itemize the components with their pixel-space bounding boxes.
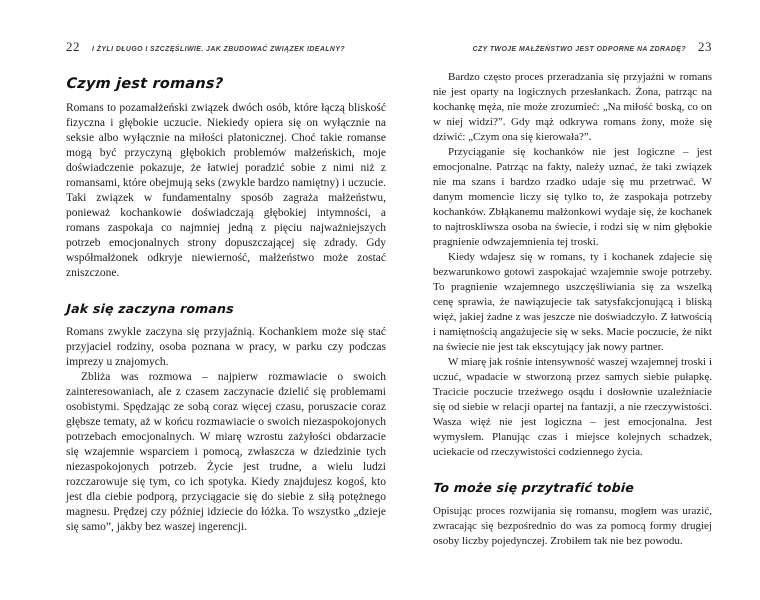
left-page-header	[66, 40, 386, 54]
section-heading-jak-sie-zaczyna-romans: Jak się zaczyna romans	[66, 301, 235, 316]
right-page-header	[433, 40, 712, 54]
paragraph-zbliza-was-rozmowa: Zbliża was rozmowa – najpierw rozmawiacie o swoich zainteresowaniach, ale z czasem zaczynacie dzielić się problemami osobistymi. Spędzając ze sobą coraz więcej czasu, poruszacie coraz głębsze tematy, aż w końcu rozmawiacie o swoich niezaspokojonych potrzebach emocjonalnych. W miarę wzrostu zażyłości obdarzacie się wzajemnie wsparciem i pomocą, zwłaszcza w dziedzinie tych niezaspokojonych potrzeb. Życie jest trudne, a wielu ludzi rozczarowuje się tym, co ich spotyka. Kiedy znajdujesz kogoś, kto jest dla ciebie podporą, przyciągacie się do siebie z siłą potężnego magnesu. Prędzej czy później idziecie do łóżka. To wszystko „dzieje się samo”, jakby bez waszej ingerencji.	[66, 371, 386, 533]
paragraph-romans-definition: Romans to pozamałżeński związek dwóch osób, które łączą bliskość fizyczna i głębokie uczucie. Niekiedy opiera się on wyłącznie na seksie albo wyłącznie na miłości platonicznej. Choć takie romanse mogą być przyczyną głębokich problemów małżeńskich, moje doświadczenie pokazuje, że łatwiej poradzić sobie z nimi niż z romansami, które obejmują seks (zwykle bardzo namiętny) i uczucie. Taki związek w fundamentalny sposób zagraża małżeństwu, ponieważ kochankowie doświadczają głębokiej intymności, a romans zaspokaja co najmniej jedną z pięciu najważniejszych potrzeb emocjonalnych strony dopuszczającej się zdrady. Gdy współmałżonek odkryje niewierność, małżeństwo może zostać zniszczone.	[66, 102, 386, 279]
paragraph-w-miare: W miarę jak rośnie intensywność waszej wzajemnej troski i uczuć, wpadacie w stworzoną przez samych siebie pułapkę. Tracicie poczucie trzeźwego osądu i dosłownie uzależniacie się od siebie w relacji opartej na fantazji, a nie rzeczywistości. Wasza więź nie jest logiczna – jest emocjonalna. Jest wymysłem. Planując czas i miejsce kolejnych schadzek, uciekacie od rzeczywistości codziennego życia.	[433, 356, 712, 458]
right-page	[433, 40, 712, 549]
left-page	[66, 40, 386, 535]
paragraph-opisujac-proces: Opisując proces rozwijania się romansu, mogłem was urazić, zwracając się bezpośrednio do was za pomocą formy drugiej osoby liczby pojedynczej. Zrobiłem tak nie bez powodu.	[433, 505, 712, 547]
section-heading-czym-jest-romans: Czym jest romans?	[66, 76, 224, 92]
paragraph-kiedy-wdajesz: Kiedy wdajesz się w romans, ty i kochanek zdajecie się bezwarunkowo gotowi zaspokajać wzajemnie swoje potrzeby. To pragnienie wzajemnego uszczęśliwiania się za wszelką cenę sprawia, że nawiązujecie tak satysfakcjonującą i bliską więź, jakiej żadne z was jeszcze nie doświadczyło. Z łatwością i namiętnością angażujecie się w seks. Macie poczucie, że nikt na świecie nie jest tak ekscytujący jak nowy partner.	[433, 251, 712, 353]
paragraph-romans-start: Romans zwykle zaczyna się przyjaźnią. Kochankiem może się stać przyjaciel rodziny, osoba poznana w pracy, w parku czy podczas imprezy u znajomych.	[66, 326, 386, 368]
paragraph-bardzo-czesto: Bardzo często proces przeradzania się przyjaźni w romans nie jest oparty na logicznych przesłankach. Żona, patrząc na kochankę męża, nie może zrozumieć: „Na miłość boską, co on w niej widzi?”. Gdy mąż odkrywa romans żony, może się dziwić: „Czym ona się kierowała?”.	[433, 71, 712, 143]
running-head-right: CZY TWOJE MAŁŻEŃSTWO JEST ODPORNE NA ZDRADĘ?	[472, 46, 686, 53]
page-number-right: 23	[698, 39, 712, 54]
paragraph-przyciaganie: Przyciąganie się kochanków nie jest logiczne – jest emocjonalne. Patrząc na fakty, należy uznać, że taki związek nie ma szans i bardzo rzadko udaje się mu przetrwać. W danym momencie liczy się tylko to, że zaspokaja potrzeby kochanków. Zbłąkanemu małżonkowi wydaje się, że kochanek to najtroskliwsza osoba na świecie, i rodzi się w nim głębokie pragnienie odwzajemnienia tej troski.	[433, 146, 712, 248]
running-head-left: I ŻYLI DŁUGO I SZCZĘŚLIWIE. JAK ZBUDOWAĆ ZWIĄZEK IDEALNY?	[92, 46, 346, 53]
page-number-left: 22	[66, 39, 80, 54]
section-heading-to-moze-sie-przytrafic: To może się przytrafić tobie	[433, 480, 635, 495]
